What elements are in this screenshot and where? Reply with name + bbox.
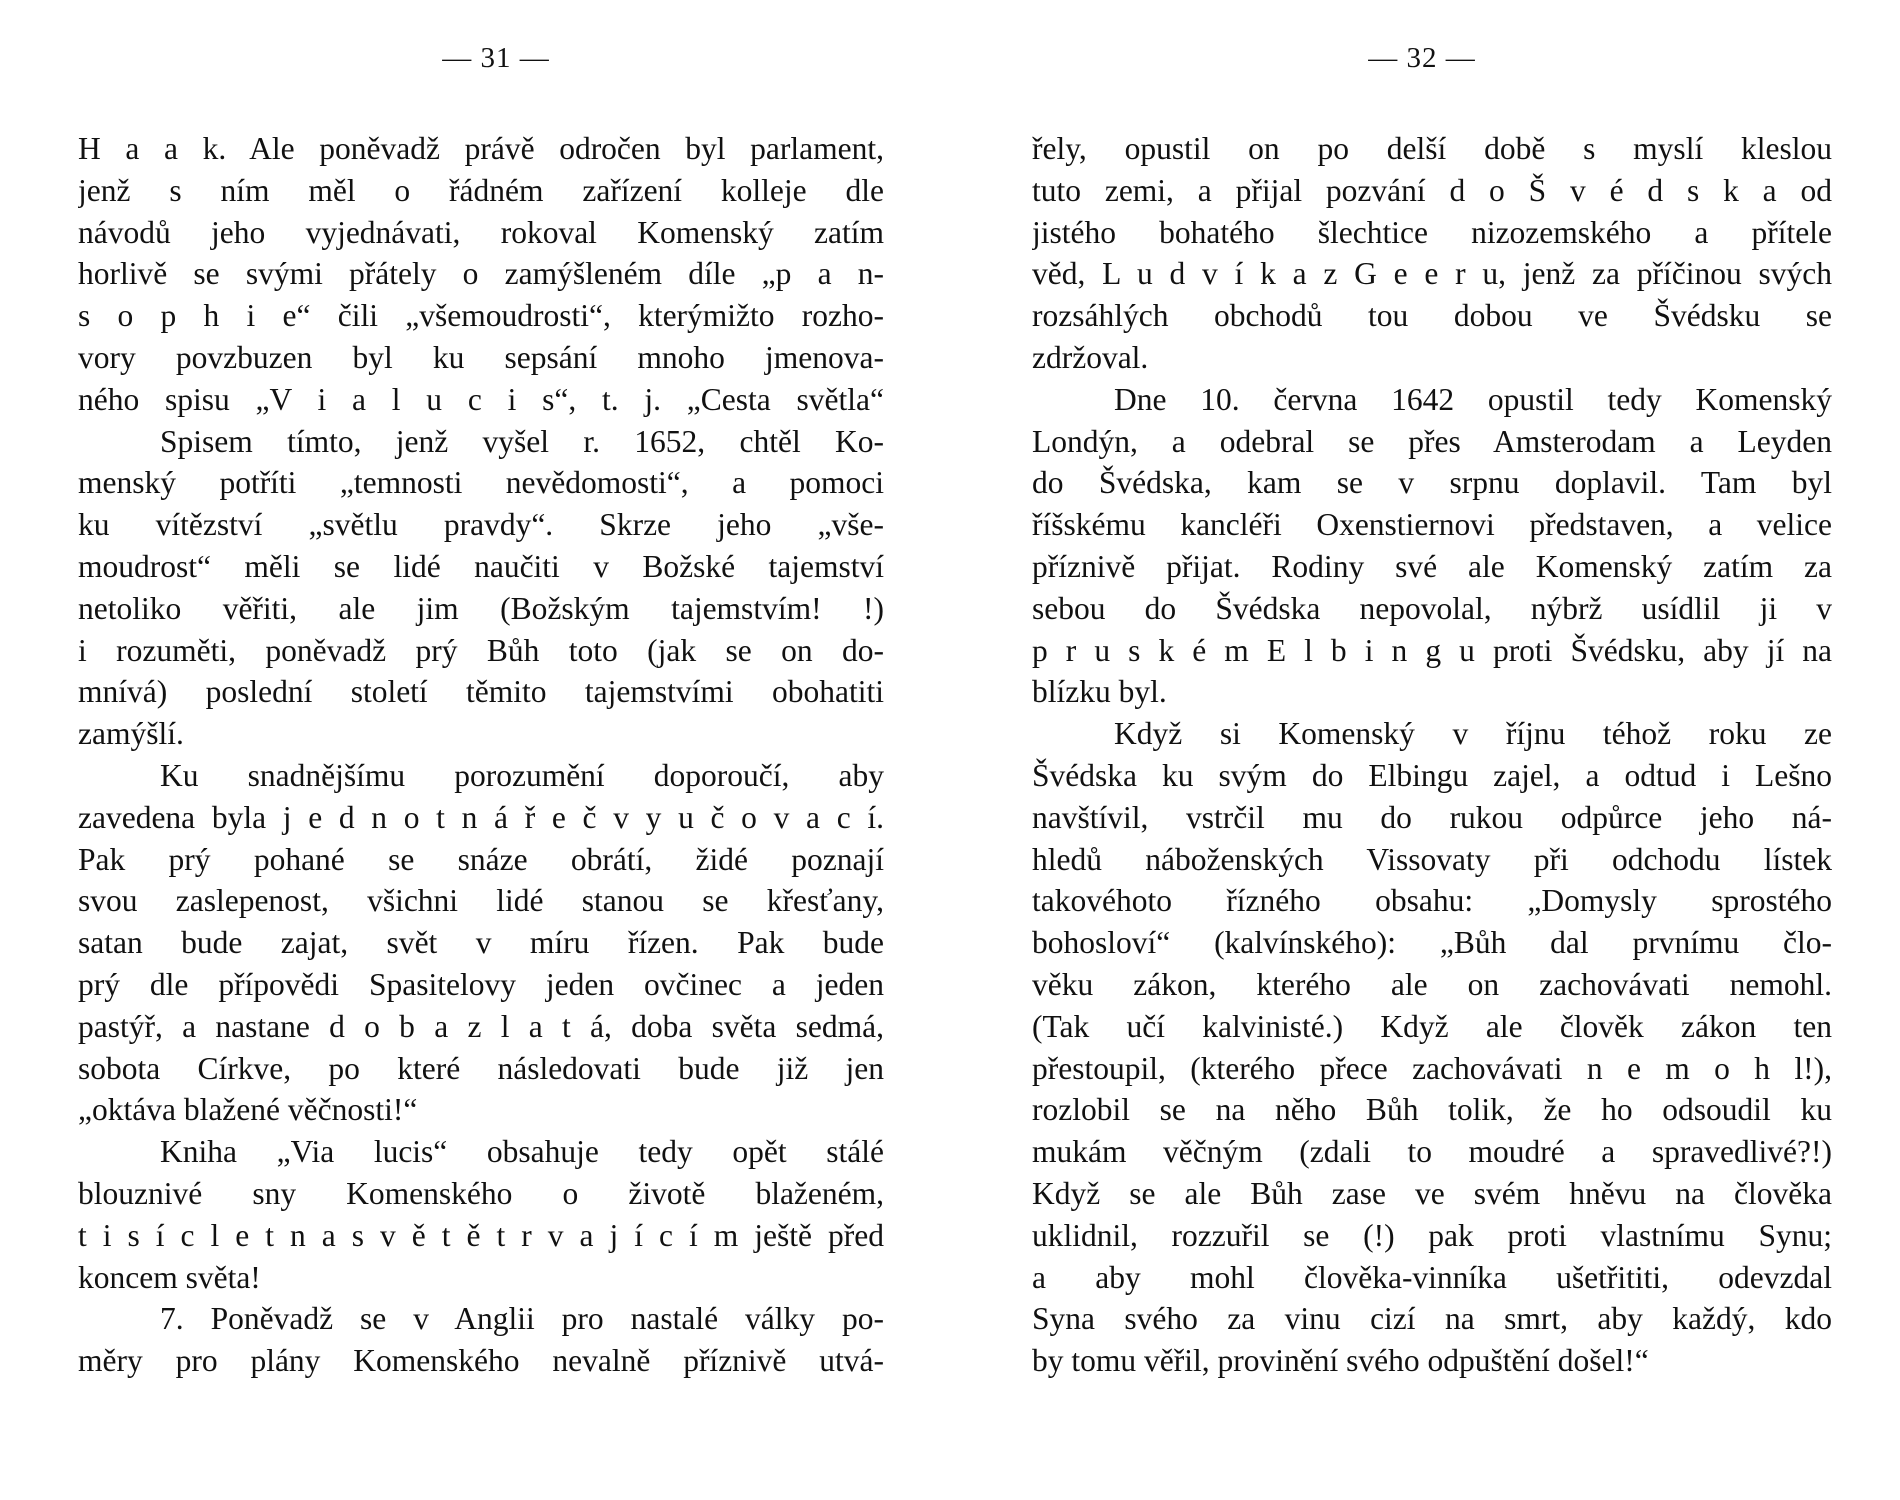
text-line: H a a k. Ale poněvadž právě odročen byl parlament, bbox=[78, 131, 884, 166]
text-line: bohosloví“ (kalvínského): „Bůh dal prvnímu člo- bbox=[1032, 925, 1832, 961]
text-line: svou zaslepenost, všichni lidé stanou se křesťany, bbox=[78, 883, 884, 919]
text-line: a aby mohl člověka-vinníka ušetřititi, odevzdal bbox=[1032, 1259, 1832, 1295]
text-line: blízku byl. bbox=[1032, 674, 1167, 710]
text-line: Syna svého za vinu cizí na smrt, aby každý, kdo bbox=[1032, 1301, 1832, 1337]
text-line: příznivě přijat. Rodiny své ale Komenský zatím za bbox=[1032, 548, 1832, 584]
text-line: tuto zemi, a přijal pozvání d o Š v é d s k a od bbox=[1032, 172, 1832, 208]
text-line: pastýř, a nastane d o b a z l a t á, doba světa sedmá, bbox=[78, 1008, 884, 1044]
text-line: mukám věčným (zdali to moudré a spravedlivé?!) bbox=[1032, 1134, 1832, 1170]
text-line: moudrost“ měli se lidé naučiti v Božské tajemství bbox=[78, 548, 884, 584]
text-line: ku vítězství „světlu pravdy“. Skrze jeho „vše- bbox=[78, 507, 884, 543]
text-line: věd, L u d v í k a z G e e r u, jenž za příčinou svých bbox=[1032, 256, 1832, 292]
text-line: menský potříti „temnosti nevědomosti“, a pomoci bbox=[78, 465, 884, 501]
text-line: hledů náboženských Vissovaty při odchodu lístek bbox=[1032, 841, 1832, 877]
text-line: takovéhoto řízného obsahu: „Domysly sprostého bbox=[1032, 883, 1832, 919]
text-line: Když se ale Bůh zase ve svém hněvu na člověka bbox=[1032, 1175, 1832, 1211]
text-line: jenž s ním měl o řádném zařízení kolleje dle bbox=[78, 172, 884, 208]
text-line: Ku snadnějšímu porozumění doporoučí, aby bbox=[160, 757, 884, 793]
text-line: měry pro plány Komenského nevalně příznivě utvá- bbox=[78, 1343, 884, 1379]
text-line: (Tak učí kalvinisté.) Když ale člověk zákon ten bbox=[1032, 1008, 1832, 1044]
page-number-32: — 32 — bbox=[1368, 42, 1476, 74]
text-line: zavedena byla j e d n o t n á ř e č v y u č o v a c í. bbox=[78, 799, 884, 835]
text-line: prý dle přípovědi Spasitelovy jeden ovčinec a jeden bbox=[78, 966, 884, 1002]
text-line: zdržoval. bbox=[1032, 339, 1149, 375]
text-line: Když si Komenský v říjnu téhož roku ze bbox=[1114, 716, 1832, 752]
text-line: vory povzbuzen byl ku sepsání mnoho jmenova- bbox=[78, 339, 884, 375]
text-line: zamýšlí. bbox=[78, 716, 184, 752]
text-line: satan bude zajat, svět v míru řízen. Pak bude bbox=[78, 925, 884, 961]
text-line: Londýn, a odebral se přes Amsterodam a Leyden bbox=[1032, 423, 1832, 459]
text-line: říšskému kancléři Oxenstiernovi představen, a velice bbox=[1032, 507, 1832, 543]
right-page-text bbox=[1032, 128, 1832, 1382]
text-line: Dne 10. června 1642 opustil tedy Komenský bbox=[1114, 381, 1832, 417]
text-line: navštívil, vstrčil mu do rukou odpůrce jeho ná- bbox=[1032, 799, 1832, 835]
text-line: Kniha „Via lucis“ obsahuje tedy opět stálé bbox=[160, 1134, 884, 1170]
right-page bbox=[1032, 0, 1832, 1500]
text-line: p r u s k é m E l b i n g u proti Švédsku, aby jí na bbox=[1032, 632, 1832, 668]
text-line: věku zákon, kterého ale on zachovávati nemohl. bbox=[1032, 966, 1832, 1002]
text-line: t i s í c l e t n a s v ě t ě t r v a j í c í m ještě před bbox=[78, 1217, 884, 1253]
text-line: Spisem tímto, jenž vyšel r. 1652, chtěl Ko- bbox=[160, 423, 884, 459]
book-gutter bbox=[950, 0, 951, 1500]
text-line: netoliko věřiti, ale jim (Božským tajemstvím! !) bbox=[78, 590, 884, 626]
text-line: do Švédska, kam se v srpnu doplavil. Tam byl bbox=[1032, 465, 1832, 501]
text-line: s o p h i e“ čili „všemoudrosti“, kterýmižto rozho- bbox=[78, 298, 884, 334]
text-line: by tomu věřil, provinění svého odpuštění došel!“ bbox=[1032, 1343, 1649, 1379]
text-line: přestoupil, (kterého přece zachovávati n e m o h l!), bbox=[1032, 1050, 1832, 1086]
left-page bbox=[78, 0, 884, 1500]
text-line: jistého bohatého šlechtice nizozemského a přítele bbox=[1032, 214, 1832, 250]
text-line: návodů jeho vyjednávati, rokoval Komenský zatím bbox=[78, 214, 884, 250]
text-line: sebou do Švédska nepovolal, nýbrž usídlil ji v bbox=[1032, 590, 1832, 626]
text-line: Švédska ku svým do Elbingu zajel, a odtud i Lešno bbox=[1032, 757, 1832, 793]
text-line: horlivě se svými přátely o zamýšleném díle „p a n- bbox=[78, 256, 884, 292]
text-line: řely, opustil on po delší době s myslí kleslou bbox=[1032, 131, 1832, 166]
text-line: ného spisu „V i a l u c i s“, t. j. „Cesta světla“ bbox=[78, 381, 884, 417]
text-line: blouznivé sny Komenského o životě blaženém, bbox=[78, 1175, 884, 1211]
text-line: 7. Poněvadž se v Anglii pro nastalé války po- bbox=[160, 1301, 884, 1337]
text-line: Pak prý pohané se snáze obrátí, židé poznají bbox=[78, 841, 884, 877]
text-line: i rozuměti, poněvadž prý Bůh toto (jak se on do- bbox=[78, 632, 884, 668]
page-number-31: — 31 — bbox=[442, 42, 550, 74]
text-line: „oktáva blažené věčnosti!“ bbox=[78, 1092, 418, 1128]
text-line: koncem světa! bbox=[78, 1259, 261, 1295]
left-page-text bbox=[78, 128, 884, 1382]
text-line: uklidnil, rozzuřil se (!) pak proti vlastnímu Synu; bbox=[1032, 1217, 1832, 1253]
text-line: rozlobil se na něho Bůh tolik, že ho odsoudil ku bbox=[1032, 1092, 1832, 1128]
text-line: mnívá) poslední století těmito tajemstvími obohatiti bbox=[78, 674, 884, 710]
text-line: sobota Církve, po které následovati bude již jen bbox=[78, 1050, 884, 1086]
text-line: rozsáhlých obchodů tou dobou ve Švédsku se bbox=[1032, 298, 1832, 334]
